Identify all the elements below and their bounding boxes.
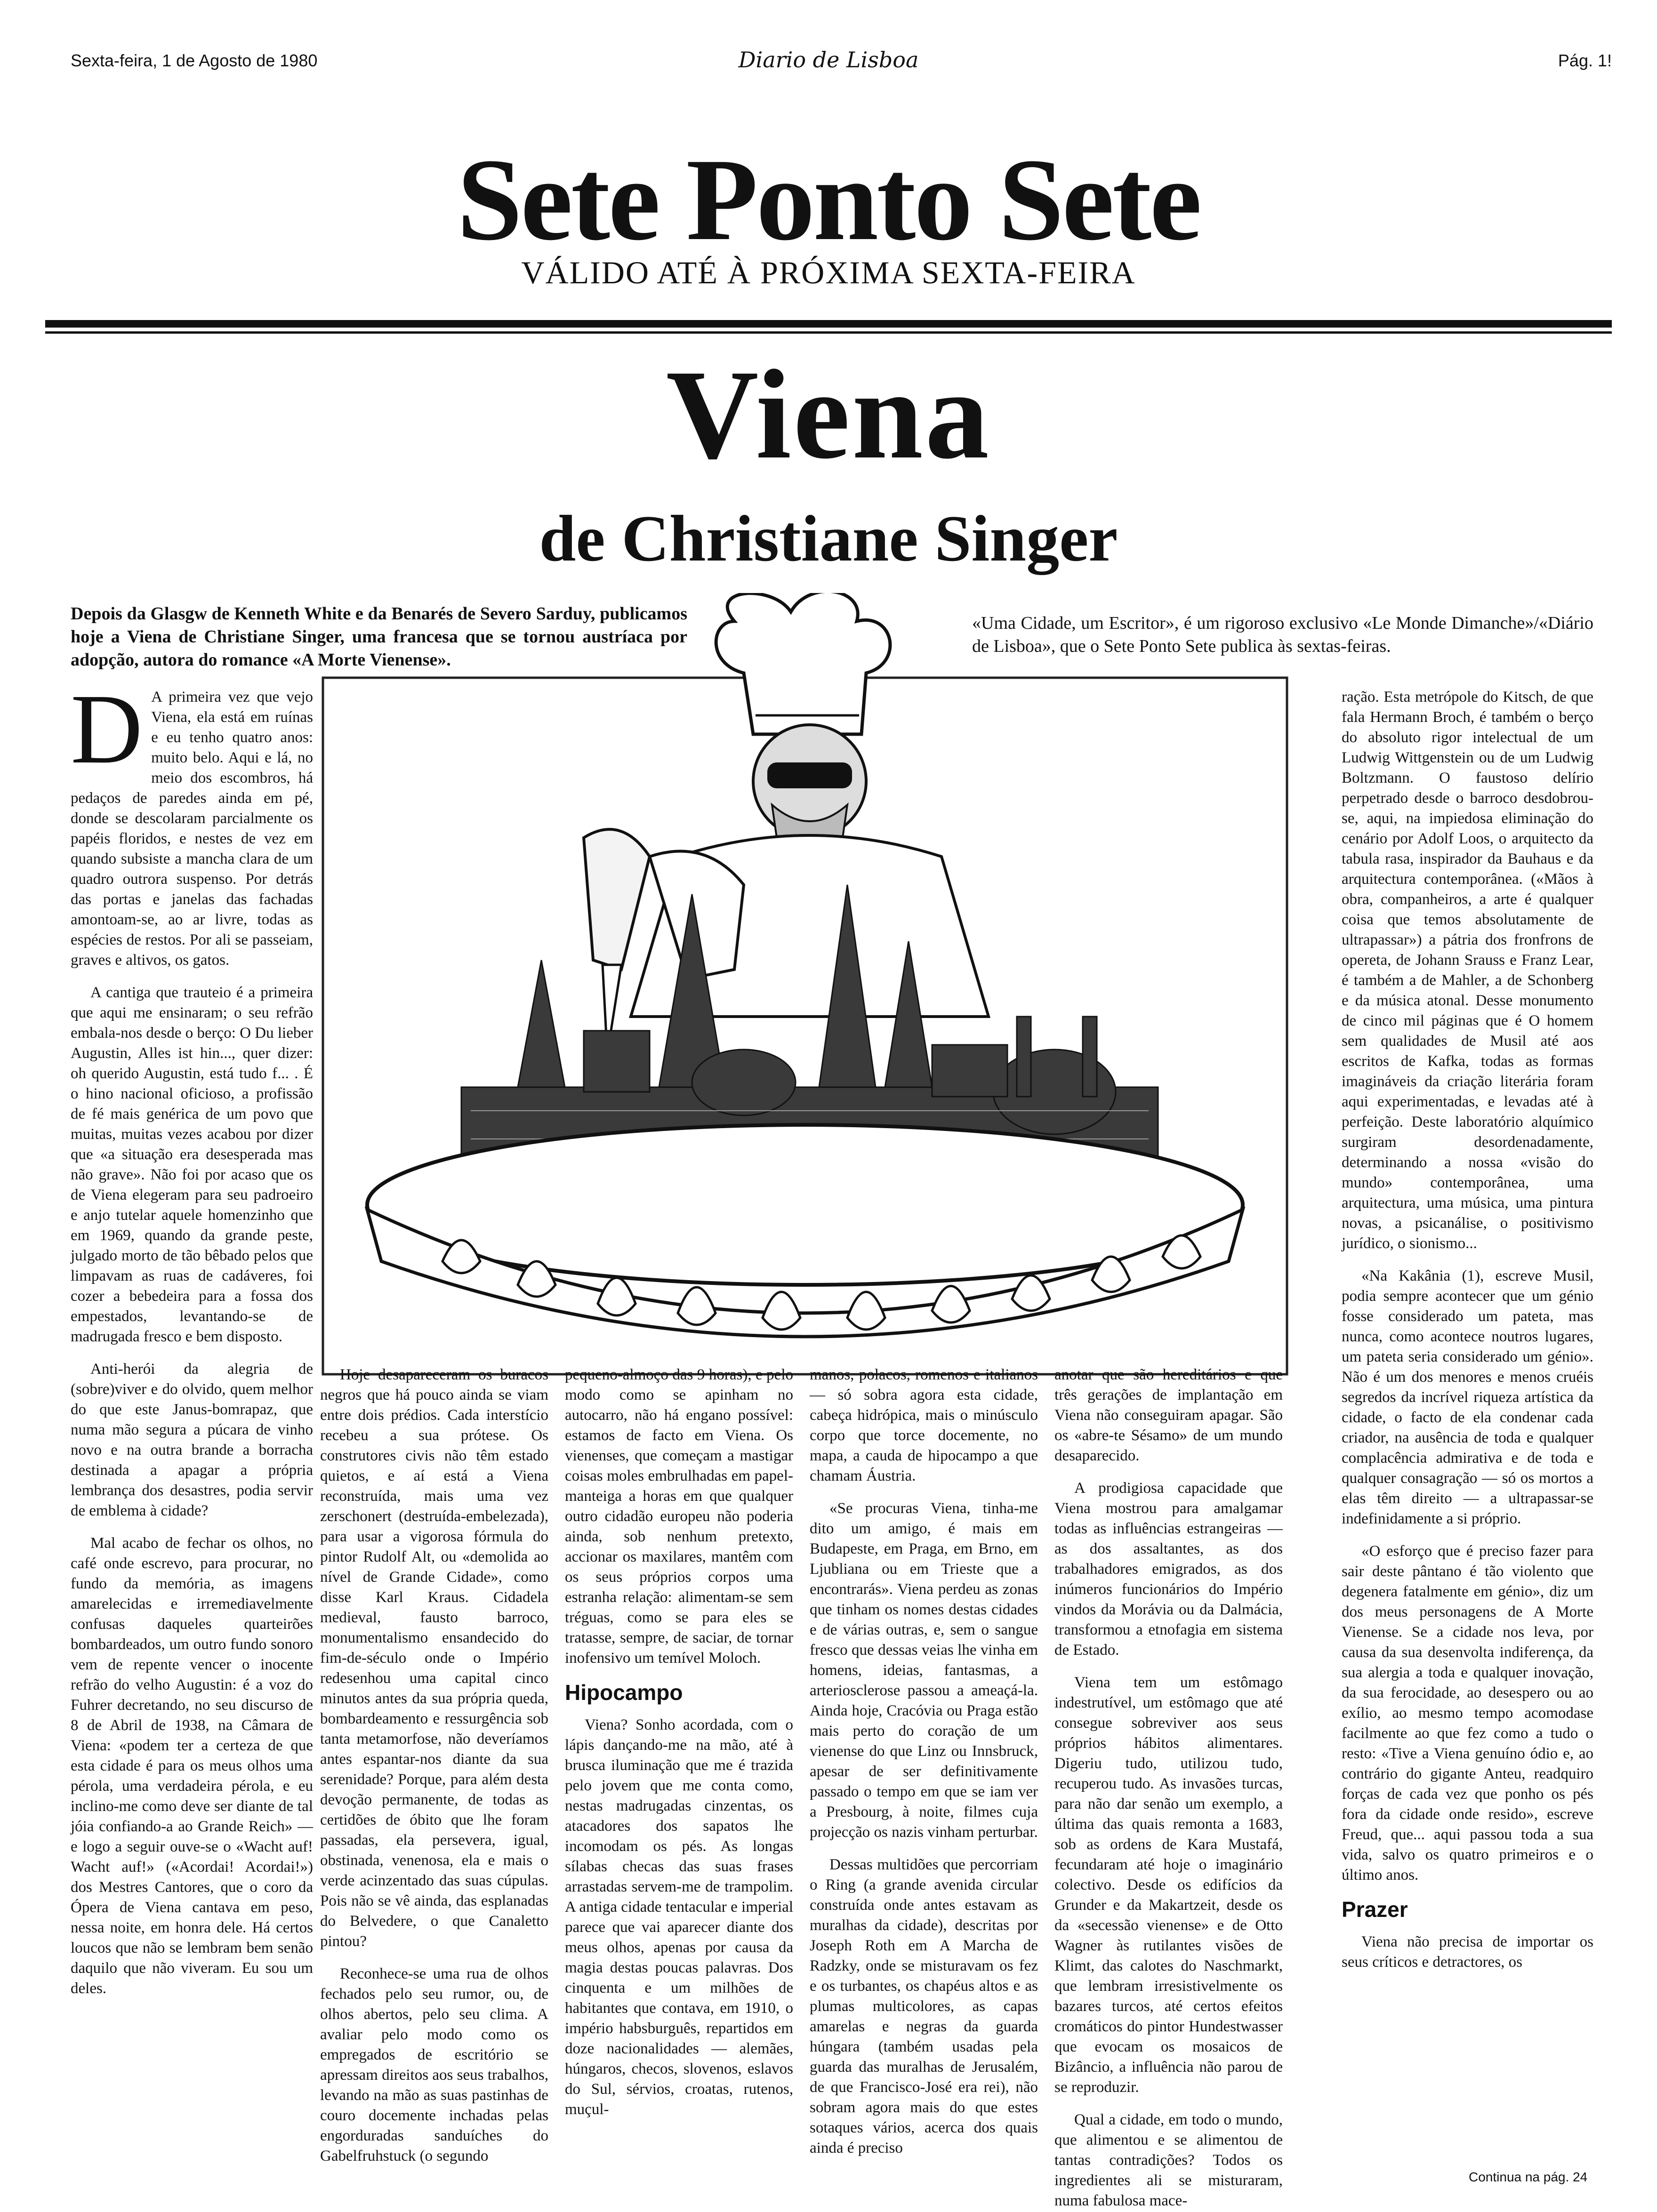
article-subtitle: de Christiane Singer xyxy=(539,502,1118,575)
dropcap: D xyxy=(71,673,143,784)
column-5 xyxy=(1054,1365,1283,2211)
illustration-svg xyxy=(320,593,1290,1417)
paragraph: Viena tem um estômago indestrutível, um estômago que até consegue sobreviver aos seus próprios hábitos alimentares. Digeriu tudo, utilizou tudo, recuperou tudo. As invasões turcas, para não dar senão um exemplo, a última das quais remonta a 1683, sob as ordens de Kara Mustafá, fecundaram até hoje o imaginário colectivo. Desde os edifícios da Grunder e da Makartzeit, desde os da «secessão vienense» e de Otto Wagner às rutilantes visões de Klimt, das calotes do Naschmarkt, que lembram irresistivelmente os bazares turcos, até certos efeitos cromáticos do pintor Hundestwasser que evocam os mosaicos de Bizâncio, a influência não parou de se reproduzir. xyxy=(1054,1674,1283,2096)
paragraph: Dessas multidões que percorriam o Ring (a grande avenida circular construída onde antes estavam as muralhas da cidade), descritas por Joseph Roth em A Marcha de Radzky, onde se misturavam os fez e os turbantes, os chapéus altos e as plumas multicolores, as capas amarelas e negras da guarda húngara (também usadas pela guarda das muralhas de Jerusalém, de que Francisco-José era rei), não sobram agora mais do que estes sotaques vários, acerca dos quais ainda é preciso xyxy=(810,1856,1038,2156)
column-1 xyxy=(71,673,313,1999)
paragraph: pequeno-almoço das 9 horas), e pelo modo como se apinham no autocarro, não há engano possível: estamos de facto em Viena. Os vienenses, que começam a mastigar coisas moles embrulhadas em papel-manteiga a horas em que qualquer outro cidadão europeu não poderia ainda, sob nenhum pretexto, accionar os maxilares, mantêm com os seus próprios corpos uma estranha relação: alimentam-se sem tréguas, como se para eles se tratasse, sempre, de saciar, de tornar inofensivo um temível Moloch. xyxy=(565,1366,793,1667)
page-number: Pág. 1! xyxy=(1558,51,1612,70)
paragraph: manos, polacos, romenos e italianos — só sobra agora esta cidade, cabeça hidrópica, mais o minúsculo corpo que torce docemente, no mapa, a cauda de hipocampo a que chamam Áustria. xyxy=(810,1366,1038,1484)
paragraph: Hoje desapareceram os buracos negros que há pouco ainda se viam entre dois prédios. Cada interstício recebeu a sua prótese. Os construtores civis não têm estado quietos, e aí está a Viena reconstruída, mais uma vez zerschonert (destruída-embelezada), para usar a vigorosa fórmula do pintor Rudolf Alt, ou «demolida ao nível de Grande Cidade», como disse Karl Kraus. Cidadela medieval, fausto barroco, monumentalismo ensandecido do fim-de-século onde o Império redesenhou uma capital cinco minutos antes da sua própria queda, bombardeamento e ressurgência sob tanta metamorfose, não deveríamos antes espantar-nos diante da sua serenidade? Porque, para além desta devoção permanente, de todas as certidões de óbito que lhe foram passadas, ela persevera, igual, obstinada, venenosa, ela e mais o verde acinzentado das suas cúpulas. Pois não se vê ainda, das esplanadas do Belvedere, o que Canaletto pintou? xyxy=(320,1366,548,1950)
paragraph: anotar que são hereditários e que três gerações de implantação em Viena não conseguiram apagar. São os «abre-te Sésamo» de um mundo desaparecido. xyxy=(1054,1366,1283,1464)
continued-note: Continua na pág. 24 xyxy=(1469,2170,1588,2184)
column-4 xyxy=(810,1365,1038,2158)
paragraph: «Se procuras Viena, tinha-me dito um amigo, é mais em Budapeste, em Praga, em Brno, em Ljubliana ou em Trieste que a encontrarás». Viena perdeu as zonas que tinham os nomes destas cidades e de várias outras, e, sem o sangue fresco que dessas veias lhe vinha em homens, ideias, fantasmas, a arteriosclerose passou a ameaçá-la. Ainda hoje, Cracóvia ou Praga estão mais perto do coração de um vienense do que Linz ou Innsbruck, apesar de ser definitivamente passado o tempo em que se iam ver a Presbourg, à noite, filmes cuja projecção os nazis vinham perturbar. xyxy=(810,1500,1038,1841)
masthead-date: Sexta-feira, 1 de Agosto de 1980 xyxy=(71,51,318,70)
chef-vienna-illustration xyxy=(320,593,1290,1417)
subheading-prazer: Prazer xyxy=(1342,1897,1408,1922)
header-rule-thick xyxy=(45,320,1612,328)
paragraph: A prodigiosa capacidade que Viena mostrou para amalgamar todas as influências estrangeiras — as dos assaltantes, as dos trabalhadores emigrados, as dos inúmeros funcionários do Império vindos da Morávia ou da Dalmácia, transformou a etnofagia em sistema de Estado. xyxy=(1054,1480,1283,1659)
column-3 xyxy=(565,1365,793,2120)
section-subtitle: VÁLIDO ATÉ À PRÓXIMA SEXTA-FEIRA xyxy=(521,255,1136,290)
paragraph: ração. Esta metrópole do Kitsch, de que fala Hermann Broch, é também o berço do absoluto rigor intelectual de um Ludwig Wittgenstein ou de um Ludwig Boltzmann. O faustoso delírio perpetrado desde o barroco desdobrou-se, aqui, na impiedosa eliminação do cenário por Adolf Loos, o arquitecto da tabula rasa, inspirador da Bauhaus e da arquitectura contemporânea. («Mãos à obra, companheiros, a arte é qualquer coisa que temos absolutamente de ultrapassar») a pátria dos fronfrons de opereta, de Johann Srauss e Franz Lear, é também a de Mahler, a de Schonberg e da música atonal. Desse monumento de cinco mil páginas que é O homem sem qualidades de Musil até aos escritos de Kafka, todas as formas imagináveis da criação literária foram aqui experimentadas, e levadas até à perfeição. Deste laboratório alquímico surgiram desordenadamente, determinando a nossa «visão do mundo» contemporânea, uma arquitectura, uma música, uma pintura novas, a psicanálise, o positivismo jurídico, o sionismo... xyxy=(1342,689,1593,1252)
column-2 xyxy=(320,1365,548,2166)
paragraph: A cantiga que trauteio é a primeira que aqui me ensinaram; o seu refrão embala-nos desde o berço: O Du lieber Augustin, Alles ist hin..., quer dizer: oh querido Augustin, está tudo f... . É o hino nacional oficioso, a profissão de fé mais genérica de um povo que muitas, muitas vezes acabou por dizer que «a situação era desesperada mas não grave». Não foi por acaso que os de Viena elegeram para seu padroeiro e anjo tutelar aquele homenzinho que em 1969, quando da grande peste, julgado morto de tão bêbado pelos que limpavam as ruas de cadáveres, foi cozer a bebedeira para a fossa dos empestados, levantando-se de madrugada fresco e bem disposto. xyxy=(71,984,313,1345)
section-title: Sete Ponto Sete xyxy=(457,135,1200,265)
subheading-hipocampo: Hipocampo xyxy=(565,1680,683,1705)
paragraph: Viena não precisa de importar os seus críticos e detractores, os xyxy=(1342,1933,1593,1971)
paragraph: A primeira vez que vejo Viena, ela está em ruínas e eu tenho quatro anos: muito belo. Aqui e lá, no meio dos escombros, há pedaços de paredes ainda em pé, donde se descolaram parcialmente os papéis floridos, e nestes de vez em quando subsiste a mancha clara de um quadro outrora suspenso. Por detrás das portas e janelas das fachadas amontoam-se, ao ar livre, todas as espécies de restos. Por ali se passeiam, graves e altivos, os gatos. xyxy=(71,689,313,969)
newspaper-name: Diario de Lisboa xyxy=(738,47,919,72)
column-6 xyxy=(1342,687,1593,1972)
paragraph: Qual a cidade, em todo o mundo, que alimentou e se alimentou de tantas contradições? Todos os ingredientes ali se misturaram, numa fabulosa mace- xyxy=(1054,2111,1283,2209)
paragraph: «O esforço que é preciso fazer para sair deste pântano é tão violento que degenera fatalmente em génio», diz um dos meus personagens de A Morte Vienense. Se a cidade nos leva, por causa da sua desenvolta indiferença, da sua alergia a toda e qualquer inovação, da sua ferocidade, ao desespero ou ao exílio, ao mesmo tempo acomodase facilmente ao que fez como a tudo o resto: «Tive a Viena genuíno ódio e, ao contrário do gigante Anteu, readquiro forças de cada vez que ponho os pés fora da cidade onde resido», escreve Freud, que... aqui passou toda a sua vida, salvo os quatro primeiros e o último anos. xyxy=(1342,1543,1593,1883)
paragraph: «Na Kakânia (1), escreve Musil, podia sempre acontecer que um génio fosse considerado um pateta, mas nunca, como acontece noutros lugares, um pateta seria considerado um génio». Não é um dos menores e menos cruéis segredos da incrível riqueza artística da cidade, o facto de ela condenar cada criador, na ausência de toda e qualquer complacência admirativa e de toda e qualquer consagração — só os mortos a elas têm direito — a ultrapassar-se indefinidamente a si próprio. xyxy=(1342,1267,1593,1527)
intro-left: Depois da Glasgw de Kenneth White e da Benarés de Severo Sarduy, publicamos hoje a Viena de Christiane Singer, uma francesa que se tornou austríaca por adopção, autora do romance «A Morte Vienense». xyxy=(71,604,687,670)
paragraph: Viena? Sonho acordada, com o lápis dançando-me na mão, até à brusca iluminação que me é trazida pelo jovem que me conta como, nestas madrugadas cinzentas, os atacadores dos sapatos lhe incomodam os pés. As longas sílabas checas das suas frases arrastadas servem-me de trampolim. A antiga cidade tentacular e imperial parece que vai aparecer diante dos meus olhos, apenas por causa da magia destas poucas palavras. Dos cinquenta e um milhões de habitantes que contava, em 1910, o império habsburguês, repartidos em doze nacionalidades — alemães, húngaros, checos, slovenos, eslavos do Sul, sérvios, croatas, rutenos, muçul- xyxy=(565,1716,793,2118)
intro-right: «Uma Cidade, um Escritor», é um rigoroso exclusivo «Le Monde Dimanche»/«Diário de Lisboa», que o Sete Ponto Sete publica às sextas-feiras. xyxy=(972,613,1593,656)
paragraph: Anti-herói da alegria de (sobre)viver e do olvido, quem melhor do que este Janus-bomrapaz, que numa mão segura a púcara de vinho novo e na outra brande a borracha destinada a apagar a própria lembrança dos desastres, podia servir de emblema à cidade? xyxy=(71,1361,313,1519)
article-title: Viena xyxy=(666,344,991,485)
header-rule-thin xyxy=(45,331,1612,334)
paragraph: Reconhece-se uma rua de olhos fechados pelo seu rumor, ou, de olhos abertos, pelo seu clima. A avaliar pelo modo como os empregados de escritório se apressam direitos aos seus trabalhos, levando na mão as suas pastinhas de couro docemente inchadas pelas engorduradas sanduíches do Gabelfruhstuck (o segundo xyxy=(320,1965,548,2164)
paragraph: Mal acabo de fechar os olhos, no café onde escrevo, para procurar, no fundo da memória, as imagens amarelecidas e irremediavelmente confusas daqueles quarteirões bombardeados, um outro fundo sonoro vem de repente vencer o inocente refrão do velho Augustin: é a voz do Fuhrer decretando, no seu discurso de 8 de Abril de 1938, na Câmara de Viena: «podem ter a certeza de que esta cidade é para os meus olhos uma pérola, uma verdadeira pérola, e eu inclino-me como deve ser diante de tal jóia confiando-a ao Grande Reich» — e logo a seguir ouve-se o «Wacht auf! Wacht auf!» («Acordai! Acordai!») dos Mestres Cantores, que o coro da Ópera de Viena cantava em peso, nessa noite, em honra dele. Há certos loucos que não se lembram bem senão daquilo que não viveram. Eu sou um deles. xyxy=(71,1535,313,1997)
